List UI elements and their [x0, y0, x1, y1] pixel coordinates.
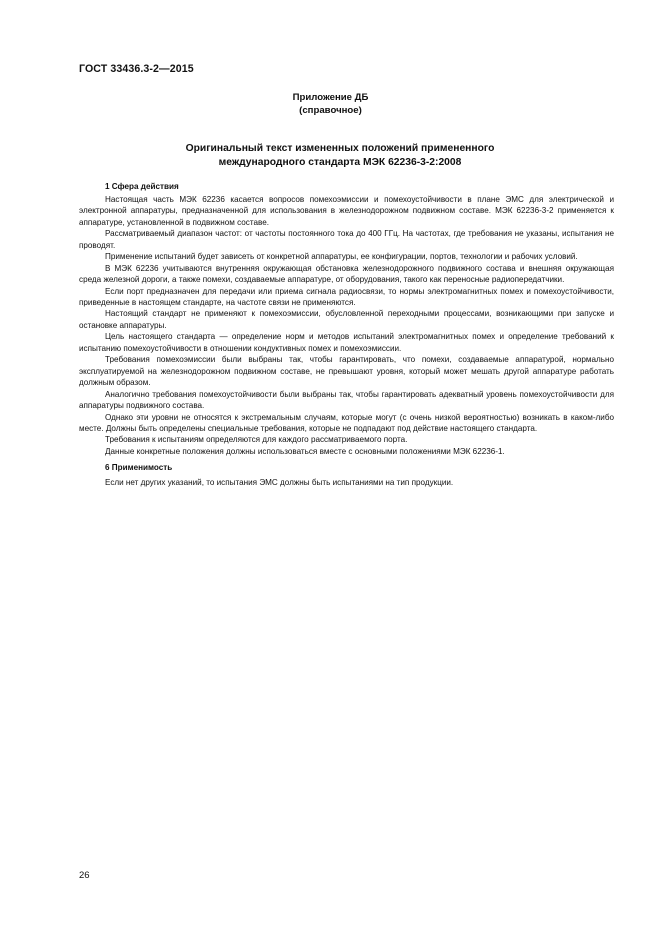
paragraph: Данные конкретные положения должны использоваться вместе с основными положениями МЭК 62236-1. — [105, 446, 505, 456]
paragraph: Рассматриваемый диапазон частот: от частоты постоянного тока до 400 ГГц. На частотах, где требования не указаны, испытания не проводят. — [79, 229, 614, 250]
appendix-heading — [0, 92, 661, 117]
appendix-title — [90, 142, 590, 169]
page-number: 26 — [79, 870, 90, 881]
paragraph: Требования помехоэмиссии были выбраны так, чтобы гарантировать, что помехи, создаваемые аппаратурой, нормально эксплуатируемой на железнодорожном подвижном составе, не превышают уровня, который может мешать другой аппаратуре работать должным образом. — [79, 355, 614, 388]
paragraph: Цель настоящего стандарта — определение норм и методов испытаний электромагнитных помех и определение требований к испытанию помехоустойчивости в отношении кондуктивных помех и помехоэмиссии. — [79, 332, 614, 353]
paragraph: В МЭК 62236 учитываются внутренняя окружающая обстановка железнодорожного подвижного состава и внешняя окружающая среда железной дороги, а также помехи, создаваемые аппаратуре, от оборудования, такого как переносные радиопередатчики. — [79, 263, 614, 285]
section-1-heading: 1 Сфера действия — [105, 182, 179, 191]
title-line-2: международного стандарта МЭК 62236-3-2:2008 — [218, 156, 462, 168]
document-body — [79, 181, 614, 489]
paragraph: Если порт предназначен для передачи или приема сигнала радиосвязи, то нормы электромагнитных помех и помехоустойчивости, приведенные в настоящем стандарте, на частоте связи не применяются. — [79, 286, 614, 308]
section-6-heading: 6 Применимость — [105, 463, 173, 473]
paragraph: Однако эти уровни не относятся к экстремальным случаям, которые могут (с очень низкой вероятностью) возникать в каком-либо месте. Должны быть определены специальные требования, которые не подпадают под действие настоящего стандарта. — [79, 412, 614, 434]
appendix-type: (справочное) — [299, 104, 362, 116]
title-line-1: Оригинальный текст измененных положений примененного — [185, 143, 495, 154]
paragraph: Требования к испытаниям определяются для каждого рассматриваемого порта. — [105, 435, 408, 445]
paragraph: Применение испытаний будет зависеть от конкретной аппаратуры, ее конфигурации, портов, технологии и рабочих условий. — [105, 252, 578, 262]
paragraph: Настоящий стандарт не применяют к помехоэмиссии, обусловленной переходными процессами, возникающими при запуске и остановке аппаратуры. — [79, 309, 614, 330]
paragraph: Аналогично требования помехоустойчивости были выбраны так, чтобы гарантировать адекватный уровень помехоустойчивости для аппаратуры подвижного состава. — [79, 389, 614, 411]
paragraph: Если нет других указаний, то испытания ЭМС должны быть испытаниями на тип продукции. — [105, 478, 454, 488]
standard-code: ГОСТ 33436.3-2—2015 — [79, 63, 194, 75]
appendix-label: Приложение ДБ — [292, 92, 369, 103]
paragraph: Настоящая часть МЭК 62236 касается вопросов помехоэмиссии и помехоустойчивости в плане ЭМС для электрической и электронной аппаратуры, предназначенной для использования в железнодорожном подвижном составе. МЭК 62236-3-2 применяется к аппаратуре, установленной в подвижном составе. — [79, 194, 614, 227]
